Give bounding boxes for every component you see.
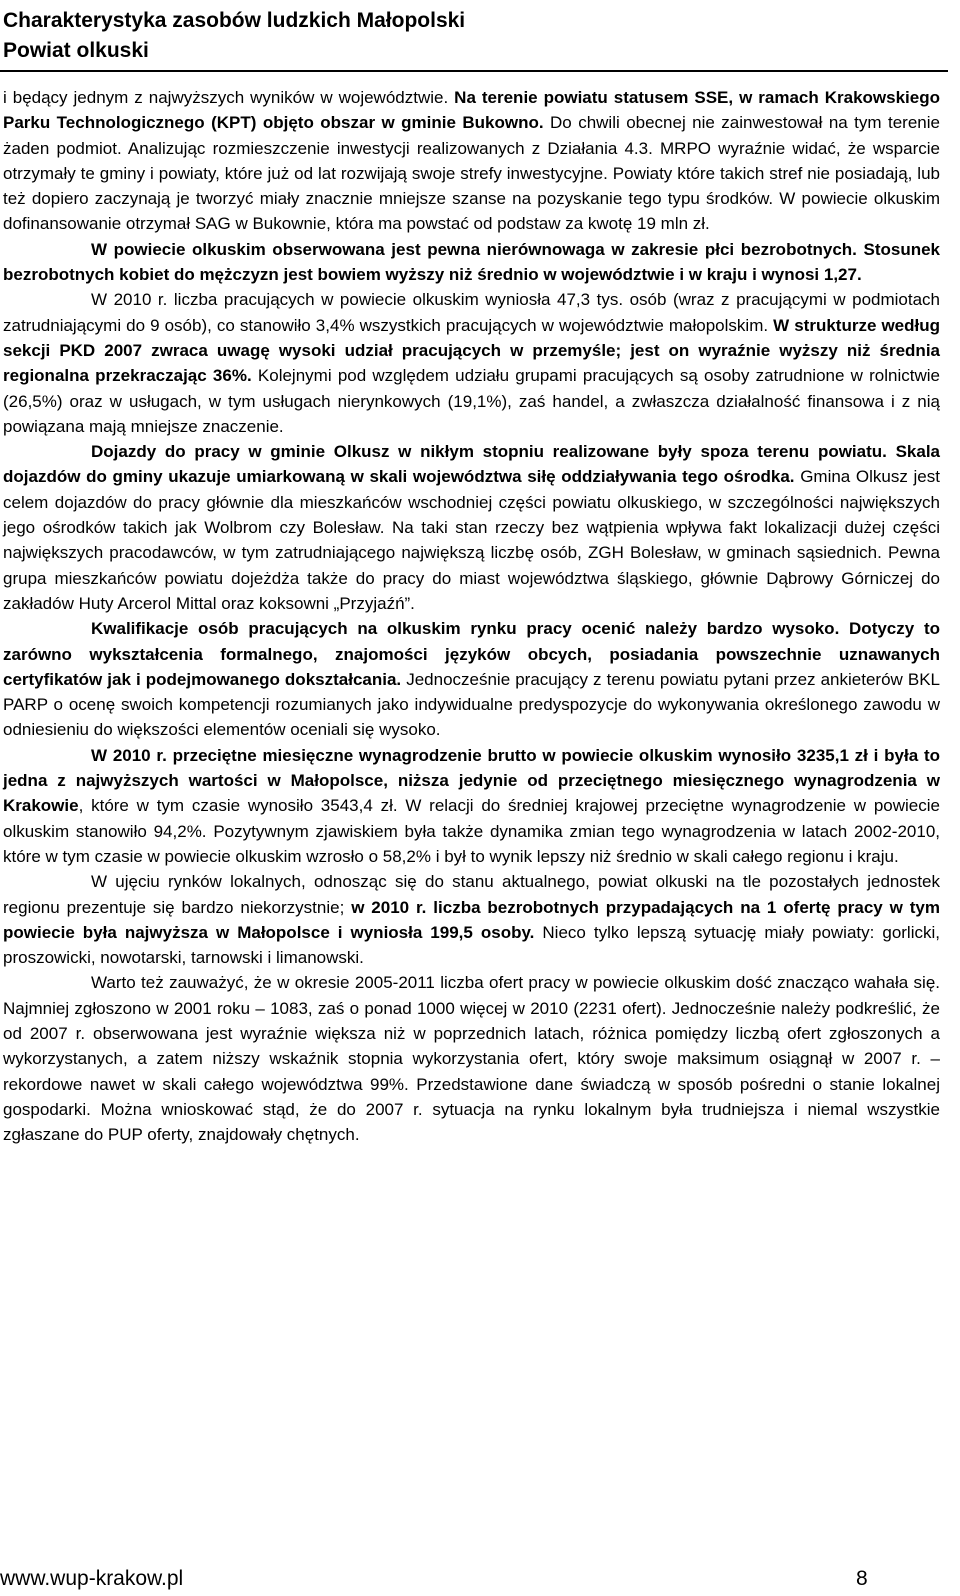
- text-run: , które w tym czasie wynosiło 3543,4 zł. W relacji do średniej krajowej przeciętne wynagrodzenie w powiecie olkuskim stanowiło 94,2%. Pozytywnym zjawiskiem była także dynamika zmian tego wynagrodzenia w latach 2002-2010, które w tym czasie w powiecie olkuskim wzrosło o 58,2% i był to wynik lepszy niż średnio w skali całego regionu i kraju.: [3, 796, 940, 866]
- paragraph-4: [3, 439, 940, 616]
- text-run: Kolejnymi pod względem udziału grupami pracujących są osoby zatrudnione w rolnictwie (26,5%) oraz w usługach, w tym usługach nierynkowych (19,1%), zaś handel, a zwłaszcza działalność finansowa i z nią powiązana mają mniejsze znaczenie.: [3, 366, 941, 436]
- footer-url[interactable]: www.wup-krakow.pl: [0, 1567, 184, 1590]
- paragraph-2: [3, 237, 940, 288]
- document-body: [3, 85, 940, 1147]
- page-footer: [0, 1566, 960, 1596]
- text-run: W ujęciu rynków lokalnych, odnosząc się do stanu aktualnego, powiat olkuski na tle pozostałych jednostek regionu prezentuje się bardzo niekorzystnie;: [3, 872, 940, 917]
- paragraph-8: [3, 970, 940, 1147]
- paragraph-1: [3, 85, 940, 237]
- bold-text-run: W powiecie olkuskim obserwowana jest pewna nierównowaga w zakresie płci bezrobotnych. Stosunek bezrobotnych kobiet do mężczyzn jest bowiem wyższy niż średnio w województwie i w kraju i wynosi 1,27.: [3, 239, 940, 285]
- bold-text-run: Kwalifikacje osób pracujących na olkuskim rynku pracy ocenić należy bardzo wysoko. Dotyczy to zarówno wykształcenia formalnego, znajomości języków obcych, posiadania powszechnie uznawanych certyfikatów jak i podejmowanego dokształcania.: [3, 619, 940, 689]
- text-run: Nieco tylko lepszą sytuację miały powiaty: gorlicki, proszowicki, nowotarski, tarnowski i limanowski.: [3, 922, 940, 968]
- paragraph-6: [3, 743, 940, 869]
- paragraph-3: [3, 287, 940, 439]
- text-run: W 2010 r. liczba pracujących w powiecie olkuskim wyniosła 47,3 tys. osób (wraz z pracującymi w podmiotach zatrudniającymi do 9 osób), co stanowiło 3,4% wszystkich pracujących w województwie małopolskim.: [3, 290, 940, 335]
- page-number: 8: [856, 1567, 868, 1590]
- paragraph-7: [3, 869, 940, 970]
- text-run: Gmina Olkusz jest celem dojazdów do pracy głównie dla mieszkańców wschodniej części powiatu olkuskiego, w szczególności największych jego ośrodków takich jak Wolbrom czy Bolesław. Na taki stan rzeczy bez wątpienia wpływa fakt lokalizacji dużej części największych pracodawców, w tym zatrudniającego największą liczbę osób, ZGH Bolesław, w gminach sąsiednich. Pewna grupa mieszkańców powiatu dojeżdża także do pracy do miast województwa śląskiego, głównie Dąbrowy Górniczej do zakładów Huty Arcerol Mittal oraz koksowni „Przyjaźń”.: [3, 467, 940, 613]
- header-title-line2: Powiat olkuski: [3, 39, 149, 62]
- header-title-line1: Charakterystyka zasobów ludzkich Małopolski: [3, 9, 466, 32]
- text-run: Do chwili obecnej nie zainwestował na tym terenie żaden podmiot. Analizując rozmieszczenie inwestycji realizowanych z Działania 4.3. MRPO wyraźnie widać, że wsparcie otrzymały te gminy i powiaty, które już od lat rozwijają swoje strefy inwestycyjne. Powiaty które takich stref nie posiadają, lub też dopiero zaczynają je tworzyć miały znacznie mniejsze szanse na pozyskanie tego typu środków. W powiecie olkuskim dofinansowanie otrzymał SAG w Bukownie, która ma powstać od podstaw za kwotę 19 mln zł.: [3, 113, 940, 234]
- page-header: [0, 0, 960, 66]
- header-title: [0, 0, 960, 66]
- bold-text-run: Dojazdy do pracy w gminie Olkusz w nikłym stopniu realizowane były spoza terenu powiatu. Skala dojazdów do gminy ukazuje umiarkowaną w skali województwa siłę oddziaływania tego ośrodka.: [3, 442, 940, 487]
- text-run: Warto też zauważyć, że w okresie 2005-2011 liczba ofert pracy w powiecie olkuskim dość znacząco wahała się. Najmniej zgłoszono w 2001 roku – 1083, zaś o ponad 1000 więcej w 2010 (2231 ofert). Jednocześnie należy podkreślić, że od 2007 r. obserwowana jest wyraźnie większa niż w poprzednich latach, różnica pomiędzy liczbą ofert zgłoszonych a wykorzystanych, a zatem niższy wskaźnik stopnia wykorzystania ofert, który swoje maksimum osiągnął w 2007 r. – rekordowe nawet w skali całego województwa 99%. Przedstawione dane świadczą w sposób pośredni o stanie lokalnej gospodarki. Można wnioskować stąd, że do 2007 r. sytuacja na rynku lokalnym była trudniejsza i niemal wszystkie zgłaszane do PUP oferty, znajdowały chętnych.: [3, 973, 940, 1145]
- text-run: i będący jednym z najwyższych wyników w województwie.: [3, 88, 455, 107]
- text-run: Jednocześnie pracujący z terenu powiatu pytani przez ankieterów BKL PARP o ocenę swoich kompetencji rozumianych jako indywidualne predyspozycje do wykonywania określonego zawodu w odniesieniu do większości elementów oceniali się wysoko.: [3, 669, 940, 740]
- bold-text-run: W 2010 r. przeciętne miesięczne wynagrodzenie brutto w powiecie olkuskim wynosiło 3235,1 zł i była to jedna z najwyższych wartości w Małopolsce, niższa jedynie od przeciętnego miesięcznego wynagrodzenia w Krakowie: [3, 745, 940, 816]
- header-divider: [0, 70, 948, 72]
- bold-text-run: w 2010 r. liczba bezrobotnych przypadających na 1 ofertę pracy w tym powiecie była najwyższa w Małopolsce i wyniosła 199,5 osoby.: [3, 897, 940, 942]
- bold-text-run: Na terenie powiatu statusem SSE, w ramach Krakowskiego Parku Technologicznego (KPT) objęto obszar w gminie Bukowno.: [3, 88, 940, 133]
- paragraph-5: [3, 616, 940, 742]
- bold-text-run: W strukturze według sekcji PKD 2007 zwraca uwagę wysoki udział pracujących w przemyśle; jest on wyraźnie wyższy niż średnia regionalna przekraczając 36%.: [3, 315, 940, 386]
